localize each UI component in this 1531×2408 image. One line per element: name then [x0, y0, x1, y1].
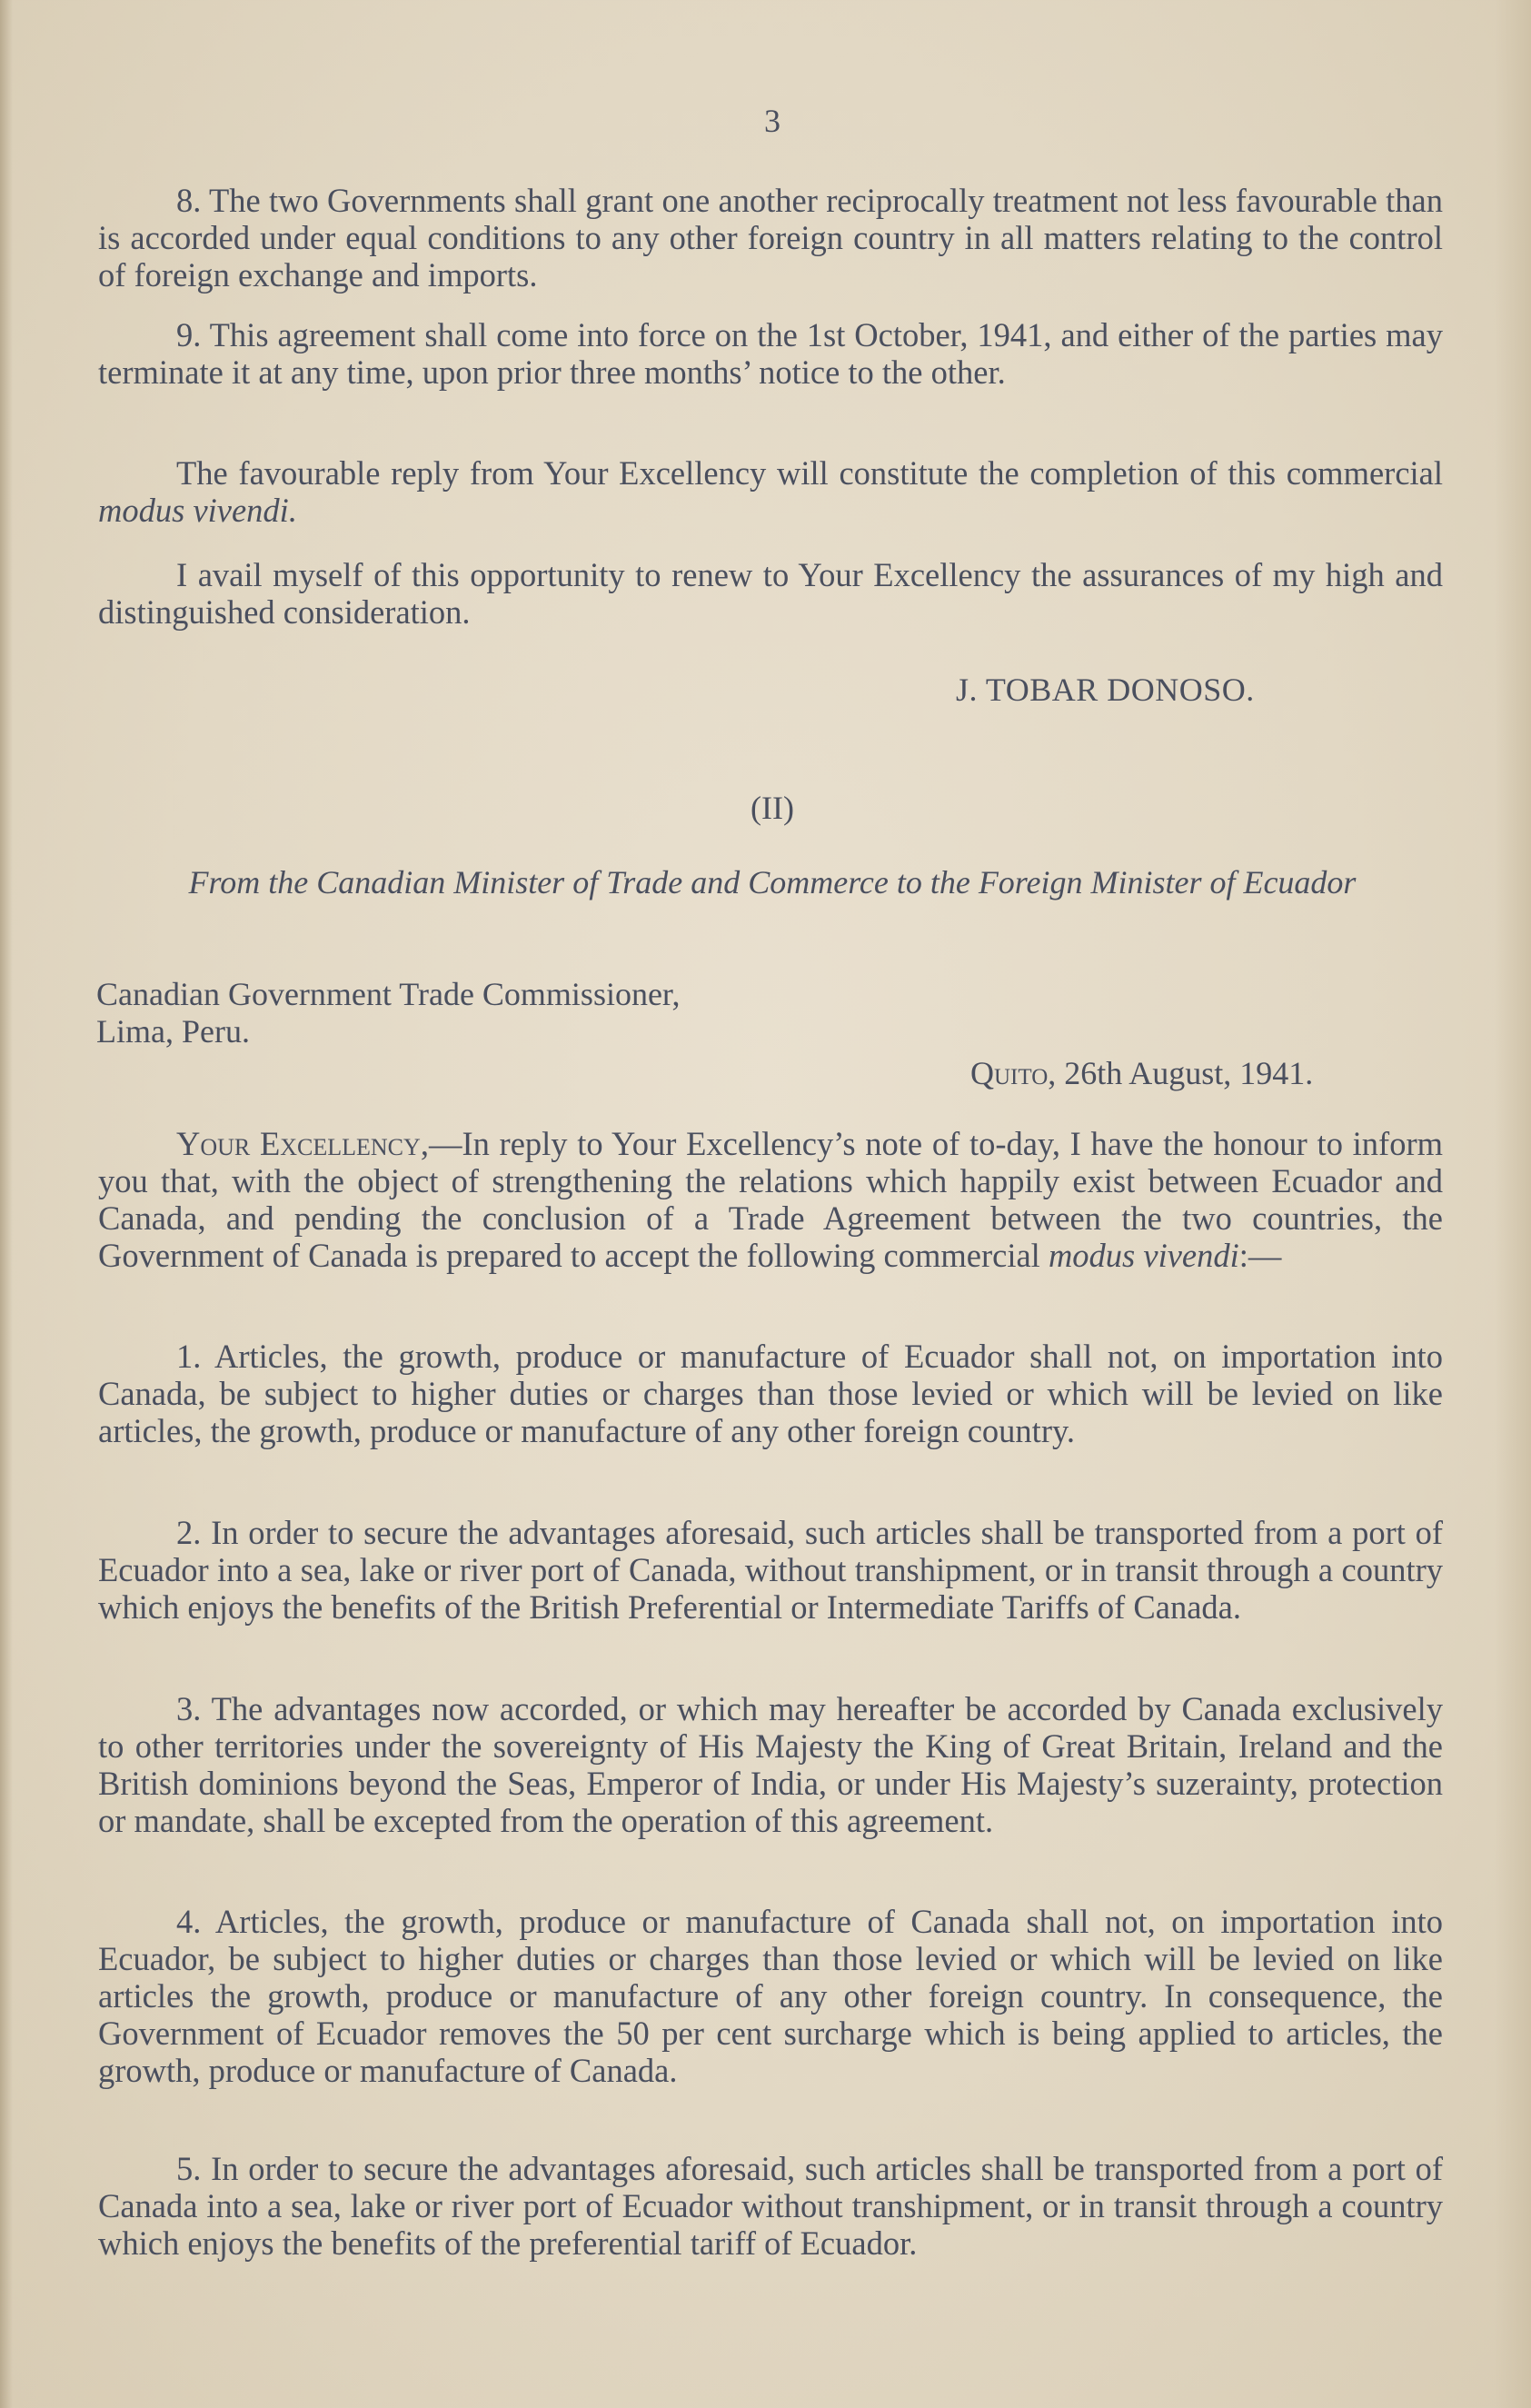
paragraph-text-part: ,—In reply to Your Excellency’s note of to-day, I have the honour to inform you that, with the object of strengthening the relations which happily exist between Ecuador and Canada, and pending the conclusion of a Trade Agreement between the two countries, the Government of Canada is prepared to accept the following commercial — [98, 1125, 1443, 1274]
paragraph-text: 9. This agreement shall come into force on the 1st October, 1941, and either of the parties may terminate it at any time, upon prior three months’ notice to the other. — [98, 316, 1443, 391]
paragraph-text-part: :— — [1238, 1237, 1282, 1274]
paragraph-9 — [98, 316, 1443, 391]
article-5 — [98, 2150, 1443, 2262]
dateline-date: , 26th August, 1941. — [1048, 1055, 1314, 1091]
page-edge-shadow-left — [0, 0, 13, 2408]
paragraph-text: 2. In order to secure the advantages aforesaid, such articles shall be transported from a port of Ecuador into a sea, lake or river port of Canada, without transhipment, or in transit through a country which enjoys the benefits of the British Preferential or Intermediate Tariffs of Canada. — [98, 1514, 1443, 1626]
sender-line: Canadian Government Trade Commissioner, — [96, 976, 681, 1012]
dateline-place: Quito — [970, 1055, 1049, 1091]
paragraph-text: 4. Articles, the growth, produce or manufacture of Canada shall not, on importation into Ecuador, be subject to higher duties or charges than those levied or which will be levied on like articles the growth, produce or manufacture of any other foreign country. In consequence, the Government of Ecuador removes the 50 per cent surcharge which is being applied to articles, the growth, produce or manufacture of Canada. — [98, 1903, 1443, 2089]
paragraph-text: 5. In order to secure the advantages aforesaid, such articles shall be transported from a port of Canada into a sea, lake or river port of Ecuador without transhipment, or in transit through a country which enjoys the benefits of the preferential tariff of Ecuador. — [98, 2150, 1443, 2262]
paragraph-text: I avail myself of this opportunity to renew to Your Excellency the assurances of my high and distinguished consideration. — [98, 556, 1443, 631]
italic-term: modus vivendi. — [98, 492, 297, 529]
completion-paragraph — [98, 454, 1443, 529]
paragraph-text — [98, 1125, 1443, 1274]
sender-block — [96, 976, 680, 1050]
paragraph-text-part: The favourable reply from Your Excellency will constitute the completion of this commercial — [176, 454, 1443, 492]
signature: J. TOBAR DONOSO. — [956, 672, 1255, 708]
sender-line: Lima, Peru. — [96, 1013, 250, 1050]
article-1 — [98, 1338, 1443, 1449]
page-edge-shadow-right — [1495, 0, 1531, 2408]
page-number: 3 — [764, 103, 780, 139]
paragraph-8 — [98, 182, 1443, 294]
article-2 — [98, 1514, 1443, 1626]
article-3 — [98, 1690, 1443, 1839]
article-4 — [98, 1903, 1443, 2089]
salutation-paragraph — [98, 1125, 1443, 1274]
italic-term: modus vivendi — [1048, 1237, 1239, 1274]
paragraph-text: 1. Articles, the growth, produce or manufacture of Ecuador shall not, on importation into Canada, be subject to higher duties or charges than those levied or which will be levied on like articles, the growth, produce or manufacture of any other foreign country. — [98, 1338, 1443, 1449]
paragraph-text — [98, 454, 1443, 529]
paragraph-text: 8. The two Governments shall grant one another reciprocally treatment not less favourable than is accorded under equal conditions to any other foreign country in all matters relating to the control of foreign exchange and imports. — [98, 182, 1443, 294]
closing-paragraph — [98, 556, 1443, 631]
section-subheading: From the Canadian Minister of Trade and Commerce to the Foreign Minister of Ecuador — [188, 864, 1357, 901]
salutation-address: Your Excellency — [176, 1125, 421, 1162]
dateline — [970, 1054, 1313, 1092]
paragraph-text: 3. The advantages now accorded, or which may hereafter be accorded by Canada exclusively to other territories under the sovereignty of His Majesty the King of Great Britain, Ireland and the British dominions beyond the Seas, Emperor of India, or under His Majesty’s suzerainty, protection or mandate, shall be excepted from the operation of this agreement. — [98, 1690, 1443, 1839]
section-heading: (II) — [751, 790, 794, 826]
